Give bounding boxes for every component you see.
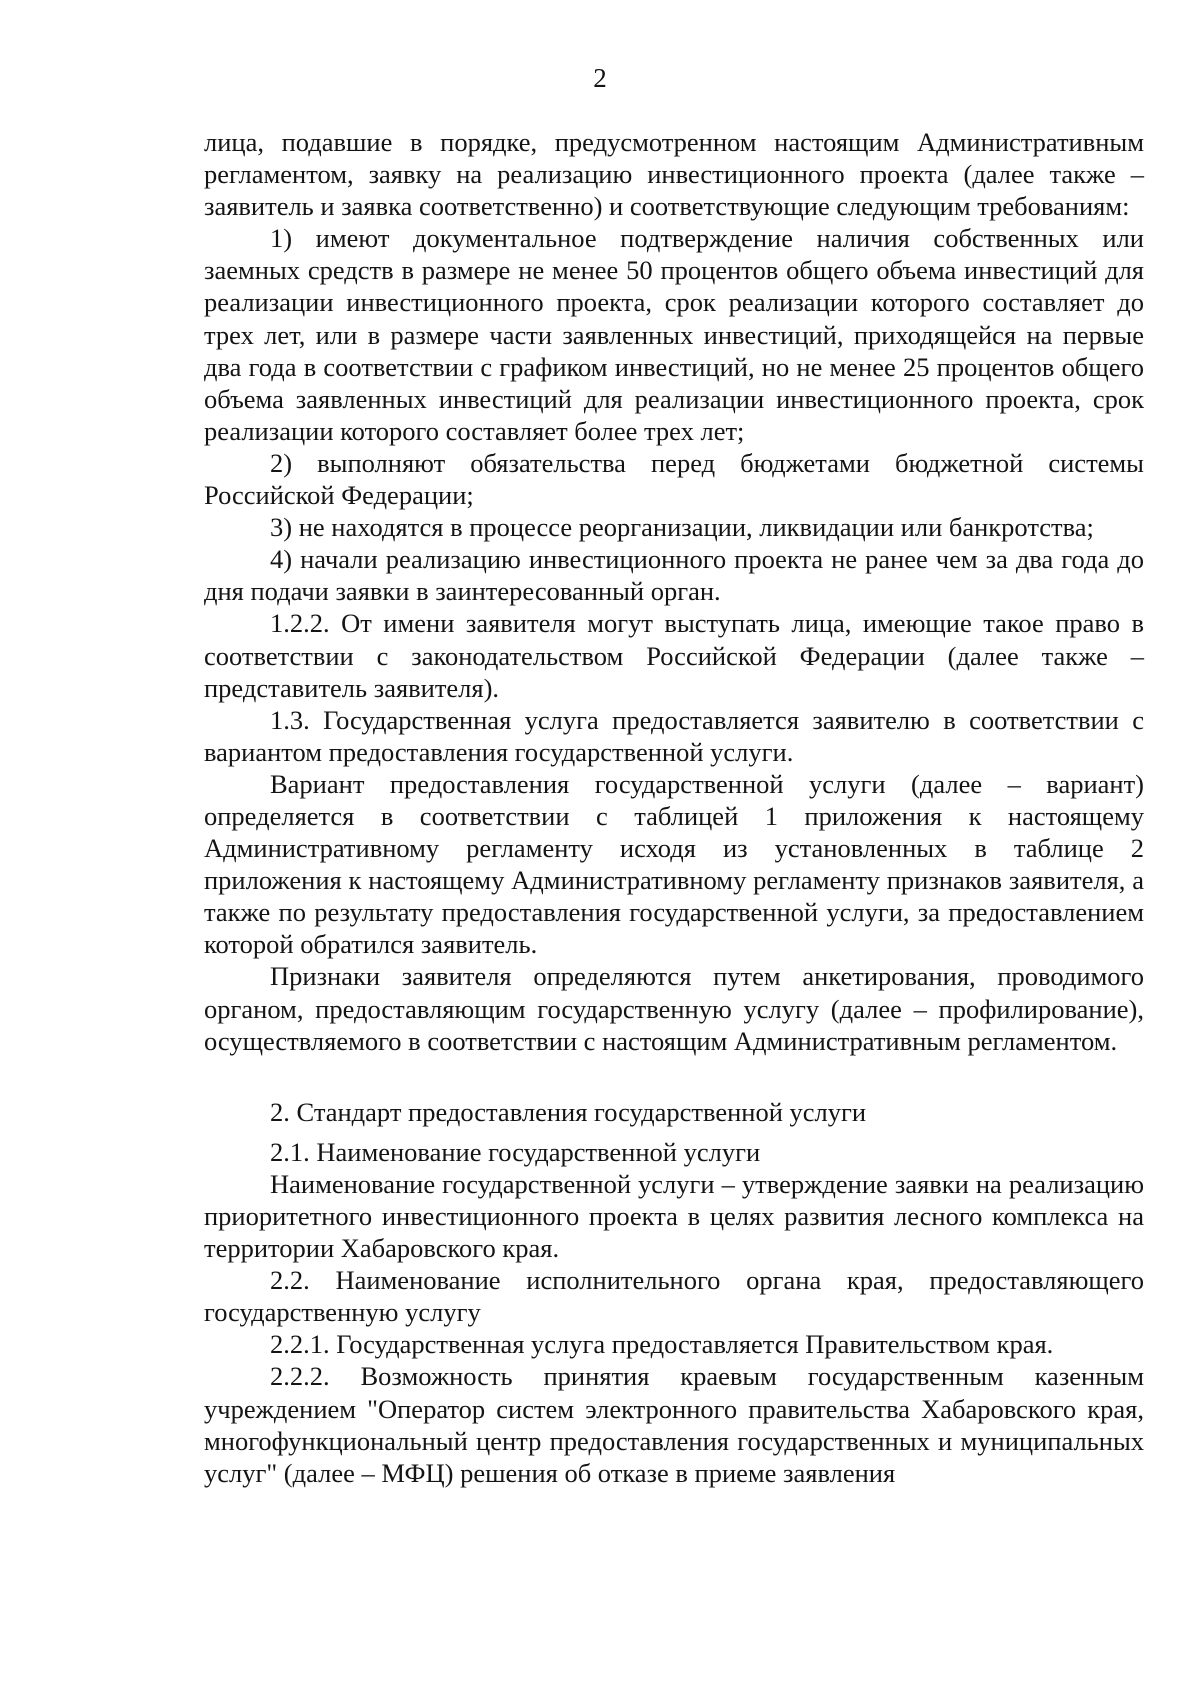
section-spacer: [204, 1057, 1144, 1096]
paragraph-requirement-3: 3) не находятся в процессе реорганизации, ликвидации или банкротства;: [270, 512, 1094, 543]
subsection-2-1-heading: 2.1. Наименование государственной услуги: [270, 1136, 761, 1167]
paragraph-profiling: Признаки заявителя определяются путем анкетирования, проводимого органом, предоставляющим государственную услугу (далее – профилирование), осуществляемого в соответствии с настоящим Административным регламентом.: [204, 961, 1144, 1056]
paragraph-requirement-2: 2) выполняют обязательства перед бюджетами бюджетной системы Российской Федерации;: [204, 447, 1144, 511]
paragraph-2-2-1: 2.2.1. Государственная услуга предоставляется Правительством края.: [270, 1329, 1054, 1360]
paragraph-requirement-1: 1) имеют документальное подтверждение наличия собственных или заемных средств в размере не менее 50 процентов общего объема инвестиций для реализации инвестиционного проекта, срок реализации которого составляет до трех лет, или в размере части заявленных инвестиций, приходящейся на первые два года в соответствии с графиком инвестиций, но не менее 25 процентов общего объема заявленных инвестиций для реализации инвестиционного проекта, срок реализации которого составляет более трех лет;: [204, 223, 1144, 446]
section-2-heading: 2. Стандарт предоставления государственной услуги: [270, 1096, 867, 1127]
paragraph-2-1-text: Наименование государственной услуги – утверждение заявки на реализацию приоритетного инвестиционного проекта в целях развития лесного комплекса на территории Хабаровского края.: [204, 1168, 1144, 1264]
paragraph-1-3: 1.3. Государственная услуга предоставляется заявителю в соответствии с вариантом предоставления государственной услуги.: [204, 704, 1144, 767]
page-number: 2: [593, 63, 607, 93]
paragraph-variant: Вариант предоставления государственной услуги (далее – вариант) определяется в соответствии с таблицей 1 приложения к настоящему Административному регламенту исходя из установленных в таблице 2 приложения к настоящему Административному регламенту признаков заявителя, а также по результату предоставления государственной услуги, за предоставлением которой обратился заявитель.: [204, 768, 1144, 960]
document-body: [204, 126, 1144, 1489]
paragraph-1-2-2: 1.2.2. От имени заявителя могут выступать лица, имеющие такое право в соответствии с законодательством Российской Федерации (далее также – представитель заявителя).: [204, 608, 1144, 703]
subsection-2-2-heading: 2.2. Наименование исполнительного органа края, предоставляющего государственную услугу: [204, 1265, 1144, 1328]
paragraph-requirement-4: 4) начали реализацию инвестиционного проекта не ранее чем за два года до дня подачи заявки в заинтересованный орган.: [204, 544, 1144, 607]
section-spacer-small: [204, 1128, 1144, 1136]
paragraph-applicants-definition: лица, подавшие в порядке, предусмотренном настоящим Административным регламентом, заявку на реализацию инвестиционного проекта (далее также – заявитель и заявка соответственно) и соответствующие следующим требованиям:: [204, 127, 1144, 222]
paragraph-2-2-2: 2.2.2. Возможность принятия краевым государственным казенным учреждением "Оператор систем электронного правительства Хабаровского края, многофункциональный центр предоставления государственных и муниципальных услуг" (далее – МФЦ) решения об отказе в приеме заявления: [204, 1361, 1144, 1488]
